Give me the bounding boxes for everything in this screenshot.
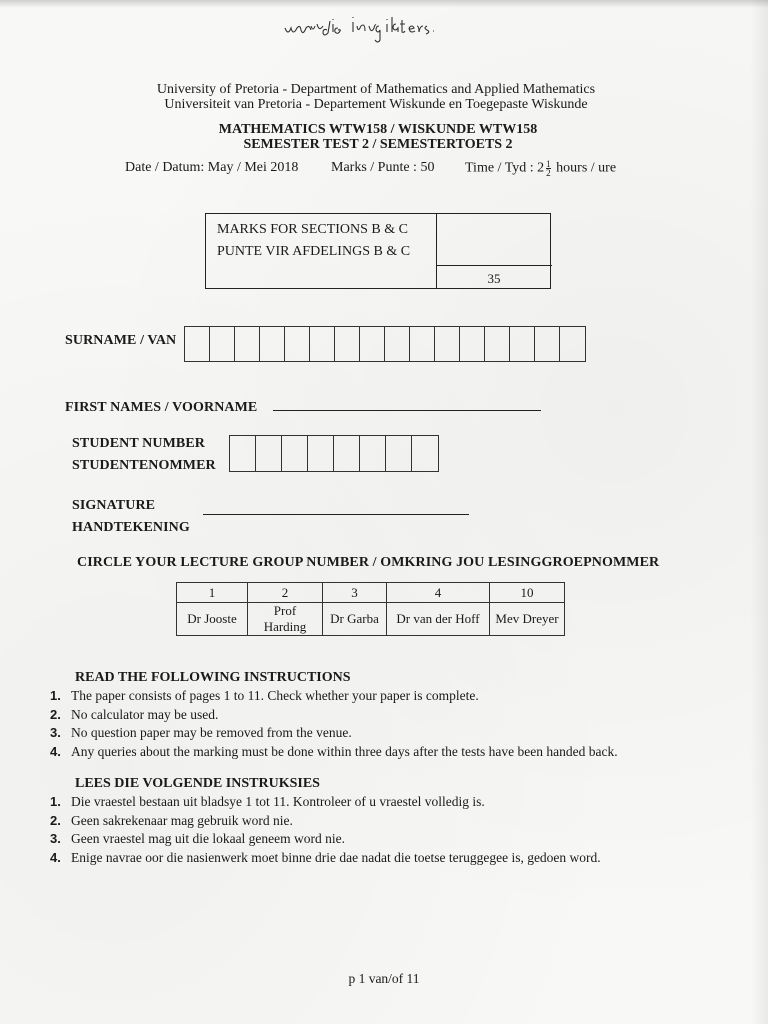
time-prefix: Time / Tyd : 2 xyxy=(465,160,545,176)
marks-box xyxy=(205,213,551,289)
time-fraction-num: 1 xyxy=(546,159,551,169)
time-suffix: hours / ure xyxy=(552,160,617,176)
header-university-af: Universiteit van Pretoria - Departement Wiskunde en Toegepaste Wiskunde xyxy=(164,97,588,112)
instruction-text: No question paper may be removed from the venue. xyxy=(71,725,352,740)
lecture-group-lecturers-row xyxy=(177,603,565,636)
lecture-group-numbers-row xyxy=(177,583,565,603)
instruction-text: No calculator may be used. xyxy=(71,706,219,722)
first-names-line[interactable] xyxy=(273,410,541,411)
instructions-en-title: READ THE FOLLOWING INSTRUCTIONS xyxy=(75,670,351,685)
instruction-item: 1. Die vraestel bestaan uit bladsye 1 tot 11. Kontroleer of u vraestel volledig is. xyxy=(50,794,485,809)
instruction-text: Geen vraestel mag uit die lokaal geneem word nie. xyxy=(71,831,346,846)
surname-label: SURNAME / VAN xyxy=(65,333,177,348)
student-number-label-en: STUDENT NUMBER xyxy=(72,436,205,451)
marks-label-af: PUNTE VIR AFDELINGS B & C xyxy=(217,244,411,259)
instructions-en-list xyxy=(50,687,618,761)
student-number-label-af: STUDENTENOMMER xyxy=(72,458,216,473)
marks-score-field[interactable] xyxy=(437,215,551,264)
instructions-af-list xyxy=(50,793,601,867)
instruction-item: 3. No question paper may be removed from the venue. xyxy=(50,725,352,740)
group-number[interactable]: 4 xyxy=(387,583,490,603)
surname-boxes[interactable] xyxy=(184,326,586,362)
group-lecturer: Dr Jooste xyxy=(177,603,248,636)
lecture-group-table xyxy=(176,582,565,636)
signature-line[interactable] xyxy=(203,514,469,515)
group-number[interactable]: 10 xyxy=(490,583,565,603)
instruction-text: Geen sakrekenaar mag gebruik word nie. xyxy=(71,812,293,828)
handwritten-note xyxy=(283,14,453,44)
group-number[interactable]: 1 xyxy=(177,583,248,603)
instruction-item: 2. No calculator may be used. xyxy=(50,706,219,722)
first-names-label: FIRST NAMES / VOORNAME xyxy=(65,400,258,415)
group-lecturer: Prof Harding xyxy=(248,603,323,636)
instruction-item: 4. Enige navrae oor die nasienwerk moet binne drie dae nadat die toetse teruggegee is, gedoen word. xyxy=(50,849,601,865)
group-number[interactable]: 3 xyxy=(323,583,387,603)
instruction-item: 1. The paper consists of pages 1 to 11. Check whether your paper is complete. xyxy=(50,688,479,703)
group-lecturer: Mev Dreyer xyxy=(490,603,565,636)
group-lecturer: Dr van der Hoff xyxy=(387,603,490,636)
time-fraction-den: 2 xyxy=(546,168,551,178)
page-number: p 1 van/of 11 xyxy=(348,971,420,986)
header-university-en: University of Pretoria - Department of Mathematics and Applied Mathematics xyxy=(156,82,596,97)
scan-top-edge xyxy=(0,0,768,8)
student-number-boxes[interactable] xyxy=(229,435,439,472)
instruction-item: 4. Any queries about the marking must be done within three days after the tests have been handed back. xyxy=(50,743,618,759)
test-date: Date / Datum: May / Mei 2018 xyxy=(125,160,299,175)
course-title: MATHEMATICS WTW158 / WISKUNDE WTW158 xyxy=(218,122,538,137)
instruction-text: Any queries about the marking must be done within three days after the tests have been handed back. xyxy=(71,743,618,759)
instruction-item: 3. Geen vraestel mag uit die lokaal geneem word nie. xyxy=(50,831,346,846)
instruction-text: The paper consists of pages 1 to 11. Check whether your paper is complete. xyxy=(71,688,479,703)
marks-total: 35 xyxy=(487,271,501,286)
instruction-item: 2. Geen sakrekenaar mag gebruik word nie. xyxy=(50,812,293,828)
test-time xyxy=(465,160,616,177)
instruction-text: Enige navrae oor die nasienwerk moet binne drie dae nadat die toetse teruggegee is, gedoen word. xyxy=(71,849,601,865)
signature-label-af: HANDTEKENING xyxy=(72,520,190,535)
instruction-text: Die vraestel bestaan uit bladsye 1 tot 11. Kontroleer of u vraestel volledig is. xyxy=(71,794,485,809)
time-fraction xyxy=(546,160,551,177)
test-marks: Marks / Punte : 50 xyxy=(331,160,435,175)
group-lecturer: Dr Garba xyxy=(323,603,387,636)
signature-label-en: SIGNATURE xyxy=(72,498,156,513)
scan-right-edge xyxy=(750,0,768,1024)
group-number[interactable]: 2 xyxy=(248,583,323,603)
test-title: SEMESTER TEST 2 / SEMESTERTOETS 2 xyxy=(243,137,513,152)
instructions-af-title: LEES DIE VOLGENDE INSTRUKSIES xyxy=(75,776,320,791)
lecture-group-title: CIRCLE YOUR LECTURE GROUP NUMBER / OMKRING JOU LESINGGROEPNOMMER xyxy=(77,555,660,570)
marks-label-en: MARKS FOR SECTIONS B & C xyxy=(217,222,408,237)
